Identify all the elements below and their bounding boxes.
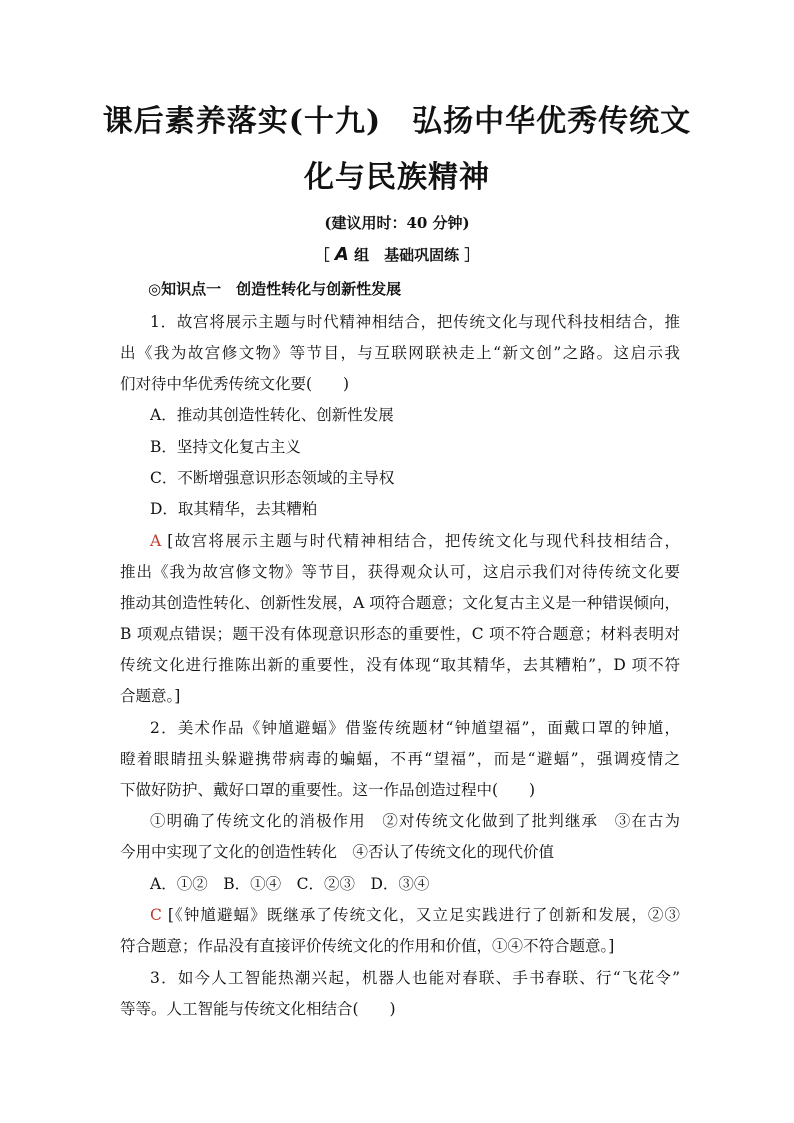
q1-line: 们对待中华优秀传统文化要( ): [120, 375, 350, 393]
q1-explanation-line: 合题意。]: [120, 687, 181, 705]
q2-answer: C: [150, 906, 162, 924]
q2-choices: A．①② B．①④ C．②③ D．③④: [150, 875, 430, 893]
q2-explanation-line: C [《钟馗避蝠》既继承了传统文化，又立足实践进行了创新和发展，②③: [150, 906, 680, 924]
q1-option-c: C．不断增强意识形态领域的主导权: [150, 469, 395, 487]
q2-line: 下做好防护、戴好口罩的重要性。这一作品创造过程中( ): [120, 781, 536, 799]
q1-option-b: B．坚持文化复古主义: [150, 438, 301, 456]
time-note: (建议用时：40 分钟): [324, 214, 470, 232]
page-title-line2: 化与民族精神: [304, 160, 490, 195]
group-label: 组 基础巩固练: [354, 246, 460, 264]
q2-statement-line: ①明确了传统文化的消极作用 ②对传统文化做到了批判继承 ③在古为: [150, 812, 680, 830]
q3-line: 3．如今人工智能热潮兴起，机器人也能对春联、手书春联、行“飞花令”: [150, 969, 680, 987]
q1-line: 出《我为故宫修文物》等节目，与互联网联袂走上“新文创”之路。这启示我: [120, 344, 680, 362]
group-letter: A: [334, 244, 349, 265]
q2-explanation-line: 符合题意；作品没有直接评价传统文化的作用和价值，①④不符合题意。]: [120, 937, 615, 955]
q2-line: 2．美术作品《钟馗避蝠》借鉴传统题材“钟馗望福”，面戴口罩的钟馗，: [150, 719, 680, 737]
q1-answer: A: [150, 532, 162, 550]
q2-statement-line: 今用中实现了文化的创造性转化 ④否认了传统文化的现代价值: [120, 843, 555, 861]
q1-explanation-line: B 项观点错误；题干没有体现意识形态的重要性，C 项不符合题意；材料表明对: [120, 625, 680, 643]
section-heading: ◎知识点一 创造性转化与创新性发展: [148, 280, 402, 298]
q1-line: 1．故宫将展示主题与时代精神相结合，把传统文化与现代科技相结合，推: [150, 313, 680, 331]
q1-option-a: A．推动其创造性转化、创新性发展: [150, 406, 394, 424]
q2-line: 瞪着眼睛扭头躲避携带病毒的蝙蝠，不再“望福”，而是“避蝠”，强调疫情之: [120, 750, 680, 768]
page-title-line1: 课后素养落实(十九) 弘扬中华优秀传统文: [102, 104, 692, 139]
group-heading: [0, 244, 794, 265]
q1-explanation-line: 推动其创造性转化、创新性发展，A 项符合题意；文化复古主义是一种错误倾向，: [120, 594, 680, 612]
q1-explanation-line: A [故宫将展示主题与时代精神相结合，把传统文化与现代科技相结合，: [150, 532, 680, 550]
q1-option-d: D．取其精华，去其糟粕: [150, 500, 318, 518]
q3-line: 等等。人工智能与传统文化相结合( ): [120, 1000, 396, 1018]
q1-explanation-line: 推出《我为故宫修文物》等节目，获得观众认可，这启示我们对待传统文化要: [120, 563, 680, 581]
bracket-right: ］: [464, 246, 480, 264]
bracket-left: ［: [314, 246, 330, 264]
q1-explanation-line: 传统文化进行推陈出新的重要性，没有体现“取其精华，去其糟粕”，D 项不符: [120, 656, 680, 674]
